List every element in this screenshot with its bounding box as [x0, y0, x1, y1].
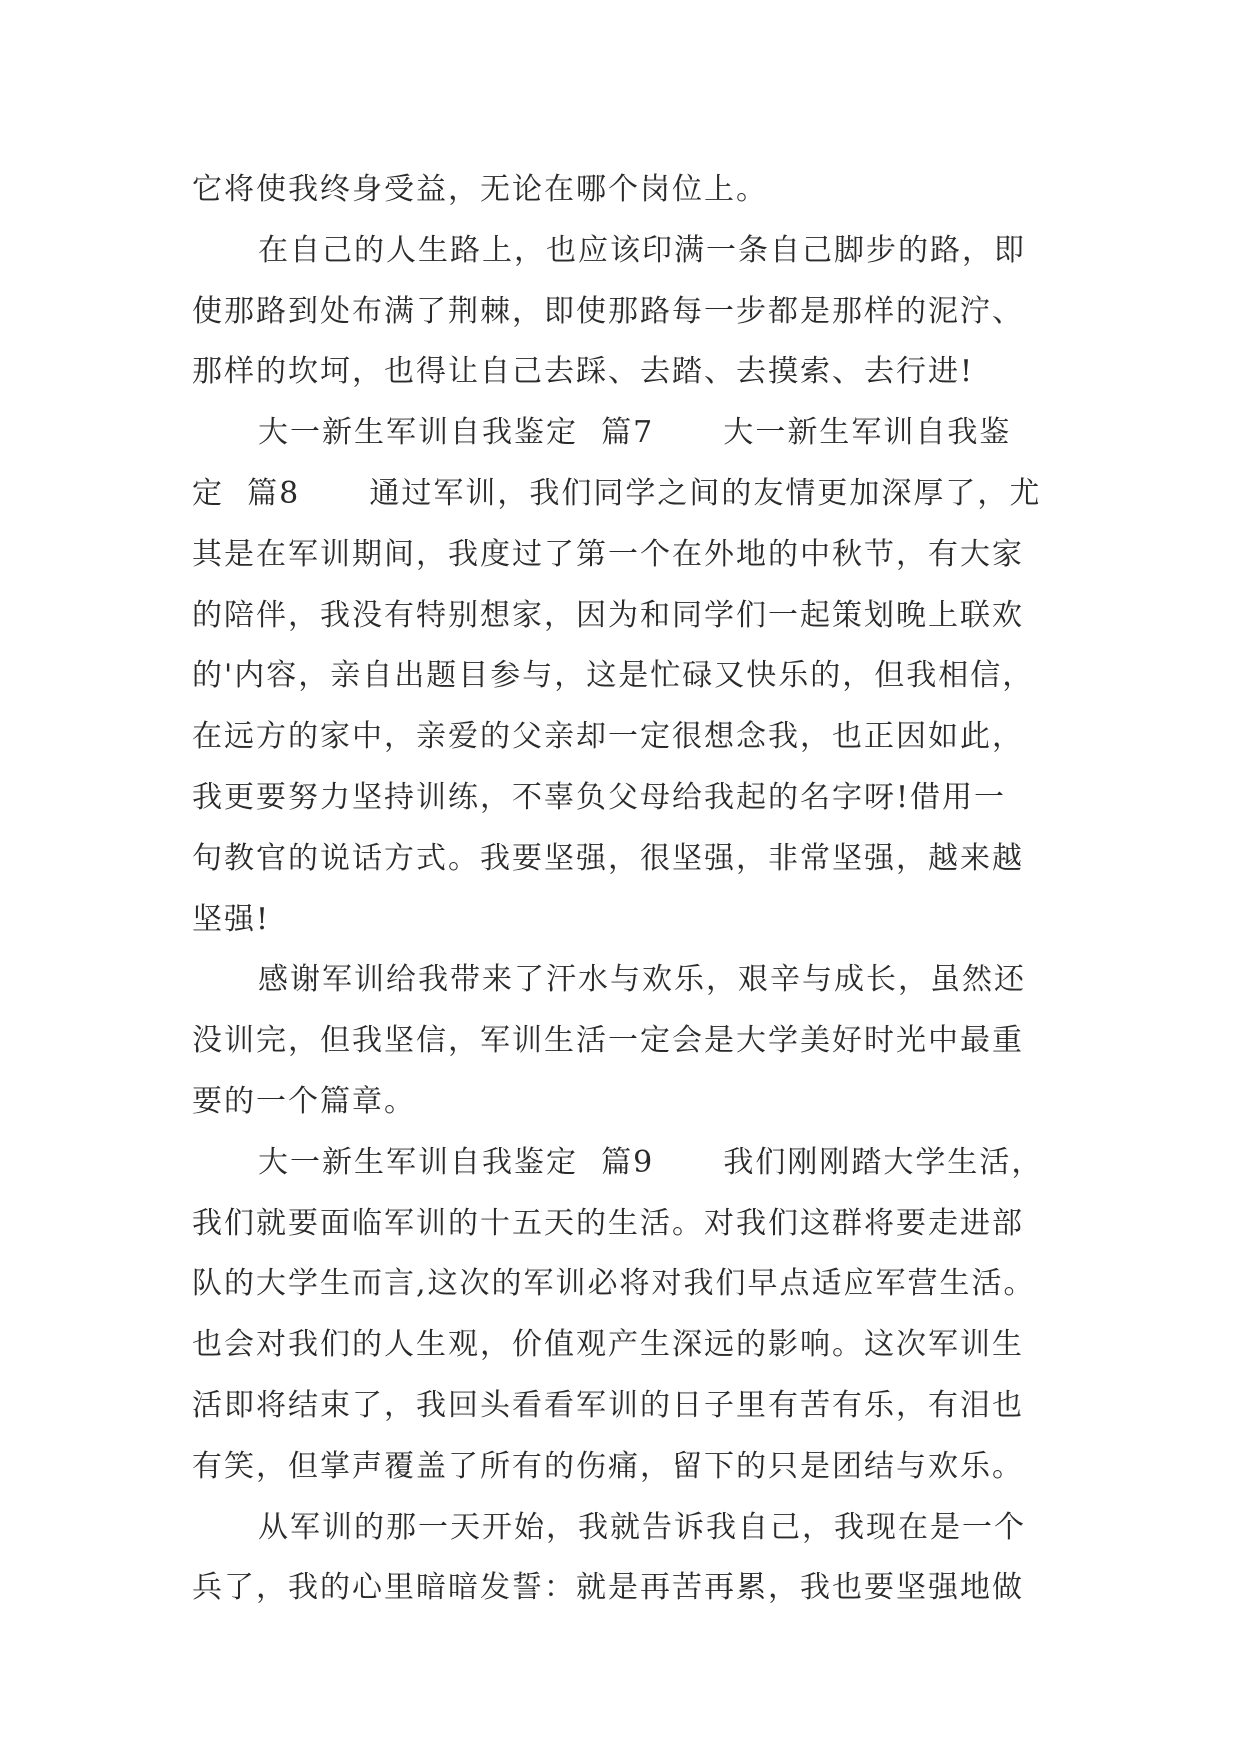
text-line: 在自己的人生路上，也应该印满一条自己脚步的路，即 [258, 232, 1026, 268]
text-line: 要的一个篇章。 [192, 1083, 416, 1119]
text-line: 兵了，我的心里暗暗发誓：就是再苦再累，我也要坚强地做 [192, 1570, 1024, 1606]
text-line: 句教官的说话方式。我要坚强，很坚强，非常坚强，越来越 [192, 840, 1024, 876]
text-line: 坚强! [192, 901, 271, 937]
text-line: 有笑，但掌声覆盖了所有的伤痛，留下的只是团结与欢乐。 [192, 1448, 1024, 1484]
text-line: 的陪伴，我没有特别想家，因为和同学们一起策划晚上联欢 [192, 597, 1024, 633]
text-line: 定 篇8 通过军训，我们同学之间的友情更加深厚了，尤 [192, 475, 1042, 511]
text-line: 在远方的家中，亲爱的父亲却一定很想念我，也正因如此， [192, 719, 1024, 755]
text-line: 从军训的那一天开始，我就告诉我自己，我现在是一个 [258, 1509, 1026, 1545]
text-line: 没训完，但我坚信，军训生活一定会是大学美好时光中最重 [192, 1023, 1024, 1059]
text-line: 那样的坎坷，也得让自己去踩、去踏、去摸索、去行进! [192, 354, 975, 390]
text-line: 使那路到处布满了荆棘，即使那路每一步都是那样的泥泞、 [192, 293, 1024, 329]
text-line: 它将使我终身受益，无论在哪个岗位上。 [192, 172, 768, 207]
text-line: 大一新生军训自我鉴定 篇7 大一新生军训自我鉴 [258, 415, 1012, 451]
text-line: 的'内容，亲自出题目参与，这是忙碌又快乐的，但我相信， [192, 658, 1035, 694]
body-text [192, 160, 1072, 1619]
text-line: 我更要努力坚持训练，不辜负父母给我起的名字呀!借用一 [192, 779, 1007, 815]
text-line: 大一新生军训自我鉴定 篇9 我们刚刚踏大学生活， [258, 1144, 1044, 1180]
text-line: 也会对我们的人生观，价值观产生深远的影响。这次军训生 [192, 1327, 1024, 1363]
text-line: 活即将结束了，我回头看看军训的日子里有苦有乐，有泪也 [192, 1387, 1024, 1423]
text-line: 我们就要面临军训的十五天的生活。对我们这群将要走进部 [192, 1205, 1024, 1241]
text-line: 感谢军训给我带来了汗水与欢乐，艰辛与成长，虽然还 [258, 962, 1026, 998]
text-line: 队的大学生而言,这次的军训必将对我们早点适应军营生活。 [192, 1266, 1036, 1302]
text-line: 其是在军训期间，我度过了第一个在外地的中秋节，有大家 [192, 536, 1024, 572]
